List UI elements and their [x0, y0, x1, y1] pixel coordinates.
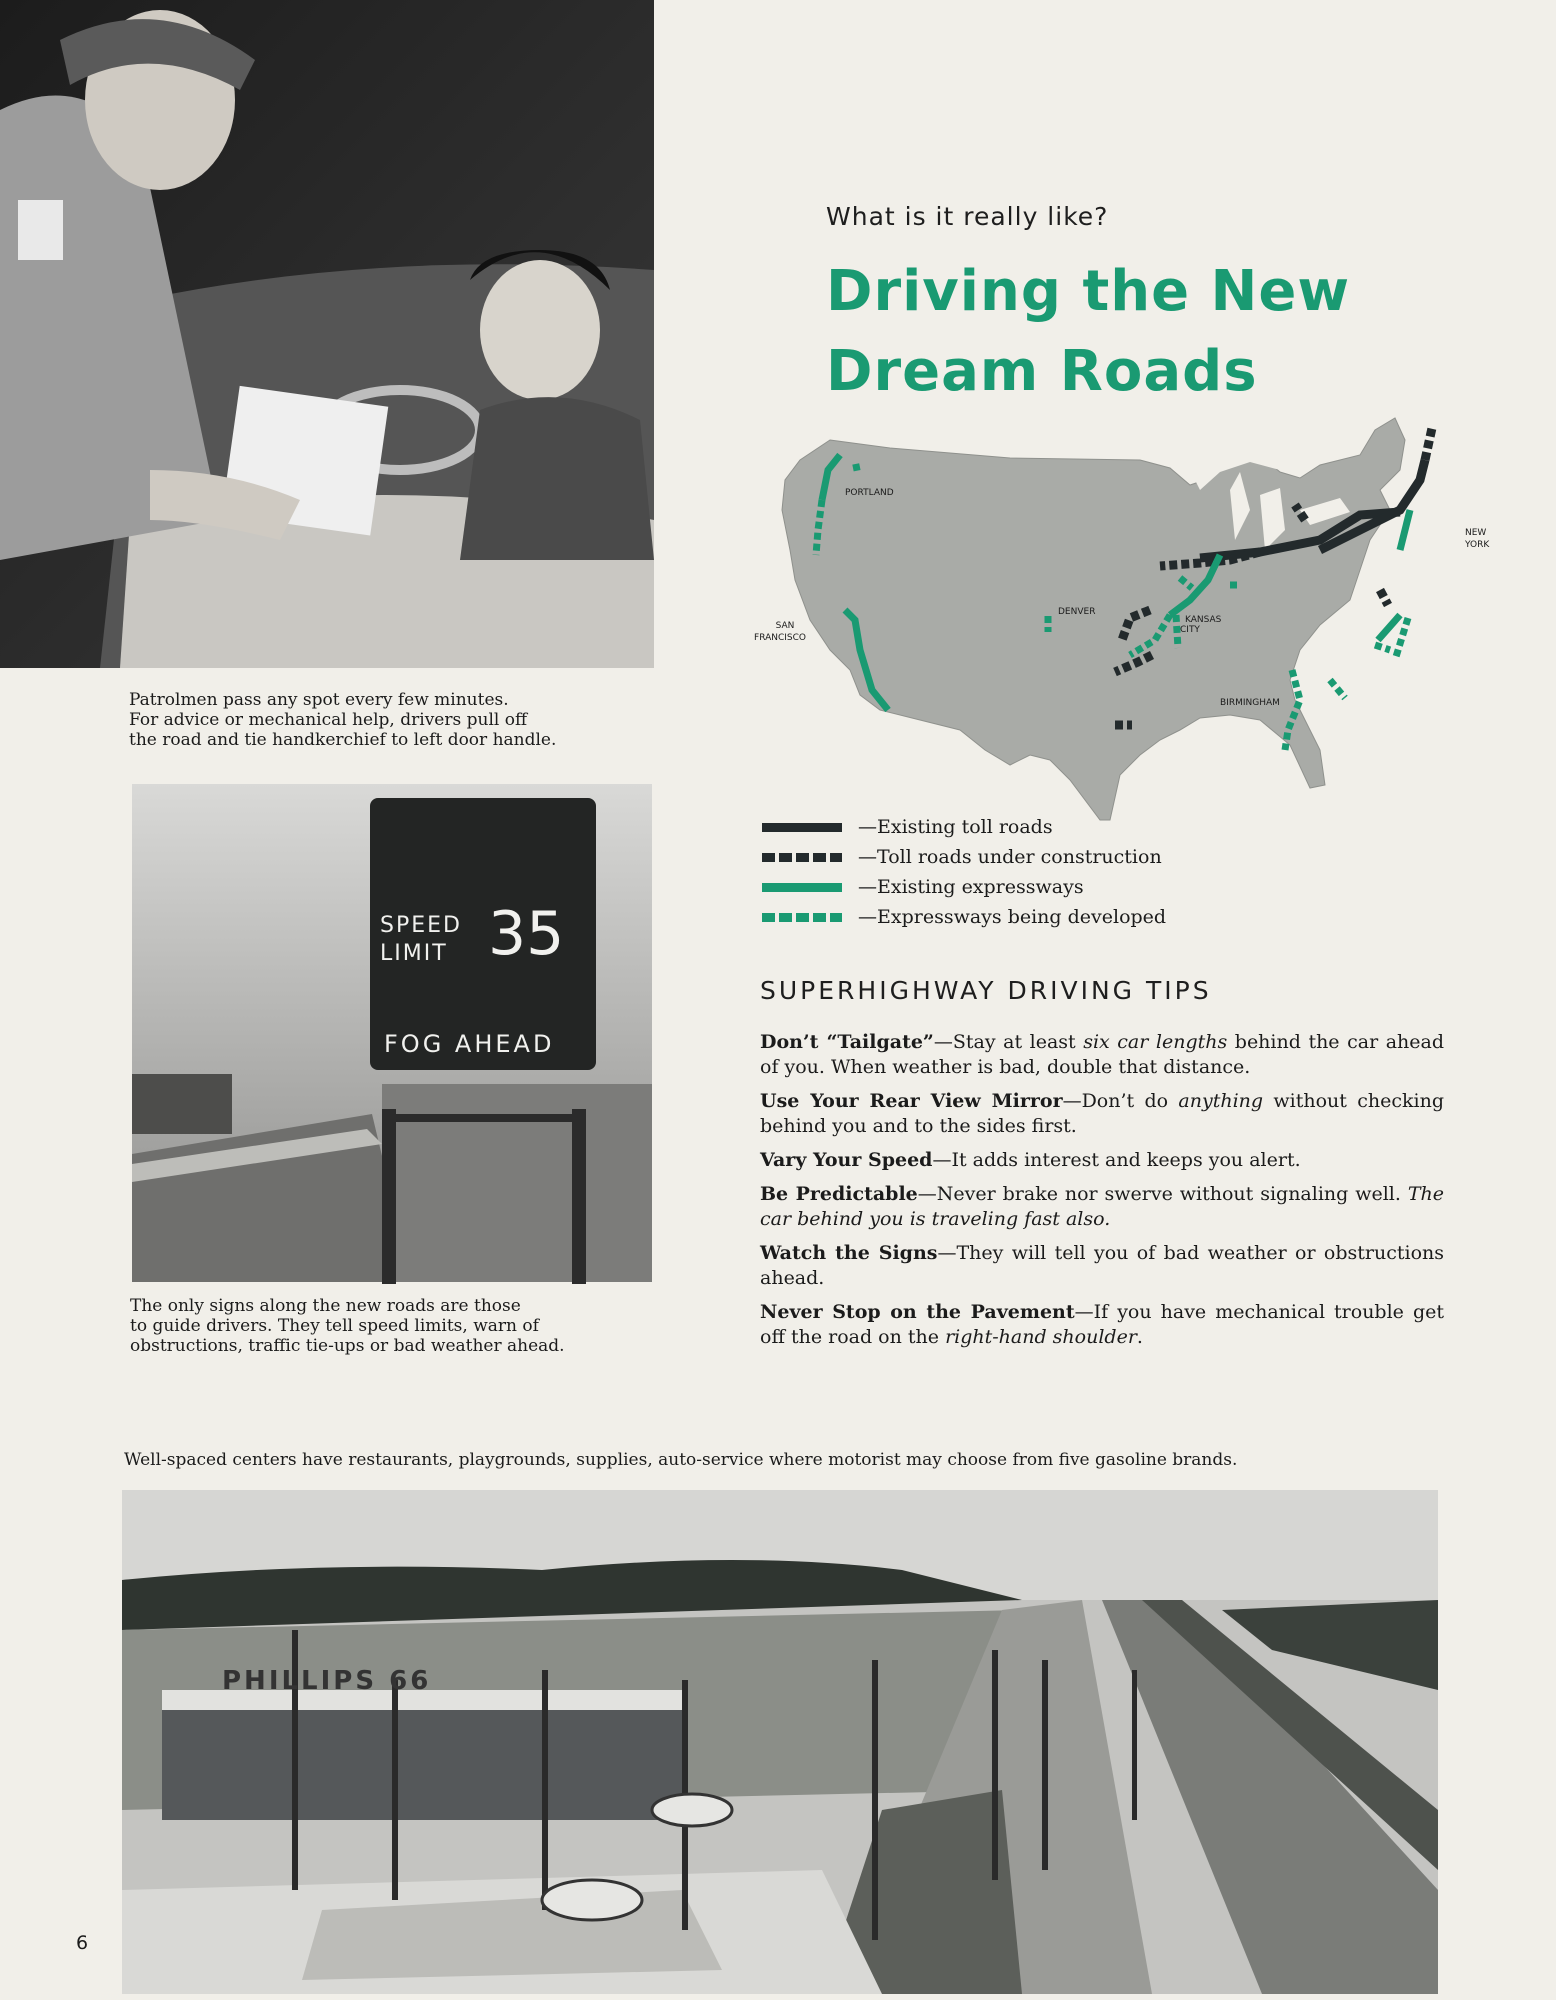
legend-row [762, 904, 1166, 930]
toll-dashed-va [1380, 590, 1388, 605]
sign-speed-number: 35 [488, 899, 565, 969]
tip-text: —If you have mechanical trouble get off the road on the [760, 1301, 1444, 1348]
sign-limit-word: LIMIT [380, 941, 448, 966]
kicker: What is it really like? [826, 202, 1109, 231]
tip-emphasis: anything [1178, 1090, 1264, 1112]
tip-item [760, 1030, 1444, 1080]
page-number: 6 [76, 1932, 89, 1954]
service-plaza-photo [122, 1490, 1438, 1994]
tip-item [760, 1089, 1444, 1139]
tip-text: —Don’t do [1062, 1090, 1179, 1112]
phillips-building-sign: PHILLIPS 66 [222, 1666, 432, 1696]
tip-text: —They will tell you of bad weather or obstructions ahead. [760, 1242, 1444, 1289]
tips-list [760, 1030, 1444, 1359]
tip-item [760, 1148, 1444, 1173]
tip-text: —Never brake nor swerve without signaling well. [917, 1183, 1408, 1205]
tip-text: —Stay at least [933, 1031, 1084, 1053]
tip-emphasis: right-hand shoulder [945, 1326, 1137, 1348]
tip-title: Use Your Rear View Mirror [760, 1090, 1063, 1112]
sign-caption-line: to guide drivers. They tell speed limits, warn of [130, 1316, 539, 1336]
tip-title: Vary Your Speed [760, 1149, 933, 1171]
title-line: Driving the New [826, 259, 1351, 324]
patrol-caption-line: the road and tie handkerchief to left door handle. [129, 730, 557, 750]
city-denver: DENVER [1058, 607, 1096, 617]
city-birmingham: BIRMINGHAM [1220, 698, 1280, 708]
expressway-carolina [1378, 615, 1400, 640]
tip-item [760, 1300, 1444, 1350]
sign-caption [130, 1296, 565, 1356]
legend-row [762, 874, 1084, 900]
legend-row [762, 844, 1162, 870]
expressway-dashed-southeast [1375, 645, 1390, 650]
legend-label: —Existing toll roads [858, 816, 1053, 838]
tip-emphasis: six car lengths [1083, 1031, 1228, 1053]
patrol-caption-line: Patrolmen pass any spot every few minutes. [129, 690, 509, 710]
city-kansas-city: CITY [1180, 625, 1200, 635]
tip-text: without checking behind you and to the sides first. [760, 1090, 1444, 1137]
city-portland: PORTLAND [845, 488, 894, 498]
tip-text: —It adds interest and keeps you alert. [932, 1149, 1301, 1171]
sign-caption-line: obstructions, traffic tie-ups or bad weather ahead. [130, 1336, 565, 1356]
page-title [826, 252, 1350, 412]
sign-fog-ahead: FOG AHEAD [384, 1030, 555, 1058]
legend-swatch-toll-construction [762, 853, 842, 862]
title-line: Dream Roads [826, 339, 1258, 404]
tips-heading: SUPERHIGHWAY DRIVING TIPS [760, 976, 1212, 1005]
city-kansas-city: KANSAS [1185, 615, 1222, 625]
speed-sign-photo [132, 784, 652, 1282]
city-new-york: NEW [1465, 528, 1487, 538]
tip-emphasis: The car behind you is traveling fast also. [760, 1183, 1444, 1230]
tip-title: Be Predictable [760, 1183, 918, 1205]
tip-title: Watch the Signs [760, 1242, 938, 1264]
city-san-francisco: FRANCISCO [754, 633, 806, 643]
tip-text: behind the car ahead of you. When weather is bad, double that distance. [760, 1031, 1444, 1078]
sign-speed-word: SPEED [380, 913, 462, 938]
patrol-caption [129, 690, 556, 750]
tip-title: Don’t “Tailgate” [760, 1031, 934, 1053]
tip-text: . [1136, 1326, 1143, 1348]
legend-swatch-expressway-developed [762, 913, 842, 922]
expressway-dashed-carolina [1395, 618, 1408, 660]
us-landmass [782, 418, 1405, 820]
legend-label: —Toll roads under construction [858, 846, 1162, 868]
city-san-francisco: SAN [775, 621, 795, 631]
sign-speed-label [380, 912, 462, 968]
tip-title: Never Stop on the Pavement [760, 1301, 1075, 1323]
tip-item [760, 1241, 1444, 1291]
legend-swatch-expressway-existing [762, 883, 842, 892]
expressway-dashed-kc [1176, 615, 1178, 648]
tip-item [760, 1182, 1444, 1232]
sign-caption-line: The only signs along the new roads are those [130, 1296, 521, 1316]
us-highway-map [754, 400, 1500, 820]
legend-label: —Expressways being developed [858, 906, 1167, 928]
patrol-caption-line: For advice or mechanical help, drivers pull off [129, 710, 528, 730]
expressway-dashed-georgia [1330, 680, 1345, 698]
legend-row [762, 814, 1053, 840]
legend-label: —Existing expressways [858, 876, 1084, 898]
toll-dashed-ne [1425, 428, 1432, 460]
speed-sign [370, 798, 596, 1070]
patrolman-photo [0, 0, 654, 668]
service-plaza-illustration [122, 1490, 1438, 1994]
expressway-atlantic [1400, 510, 1410, 550]
city-new-york: YORK [1465, 540, 1490, 550]
service-caption: Well-spaced centers have restaurants, playgrounds, supplies, auto-service where motorist may choose from five gasoline brands. [124, 1450, 1238, 1470]
legend-swatch-toll-existing [762, 823, 842, 832]
patrolman-illustration [0, 0, 654, 668]
